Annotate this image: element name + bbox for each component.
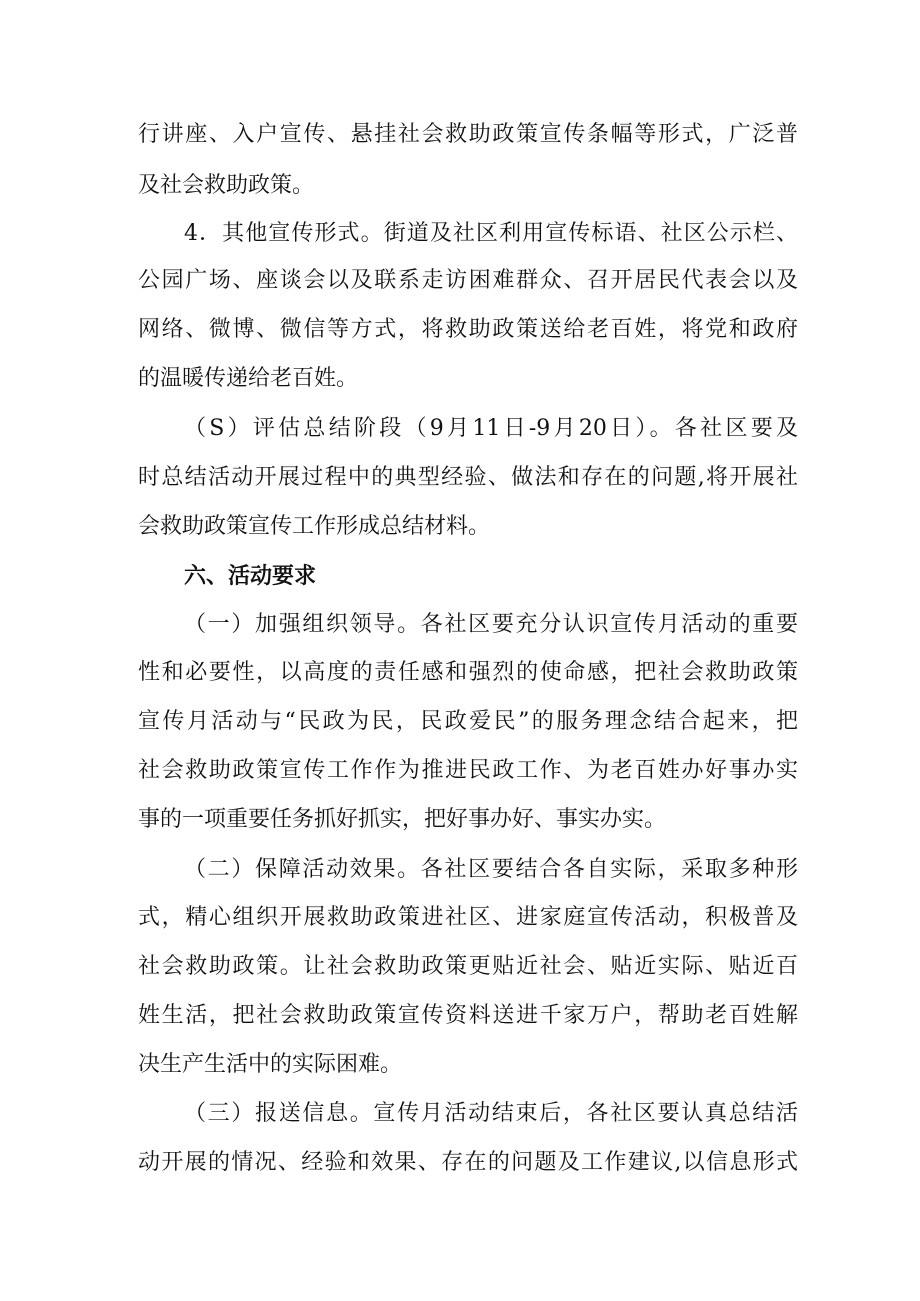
body-text-line: 动开展的情况、经验和效果、存在的问题及工作建议,以信息形式 [138, 1150, 798, 1175]
section-heading: 六、活动要求 [184, 564, 317, 589]
body-text-line: 姓生活，把社会救助政策宣传资料送进千家万户，帮助老百姓解 [138, 1003, 798, 1028]
body-text-line: 决生产生活中的实际困难。 [138, 1052, 403, 1077]
body-text-line: 社会救助政策宣传工作作为推进民政工作、为老百姓办好事办实 [138, 758, 798, 783]
body-text-line: 性和必要性，以高度的责任感和强烈的使命感，把社会救助政策 [138, 660, 798, 685]
body-text-line: 行讲座、入户宣传、悬挂社会救助政策宣传条幅等形式，广泛普 [138, 122, 798, 147]
body-text-line: 时总结活动开展过程中的典型经验、做法和存在的问题,将开展社 [138, 465, 798, 490]
body-text-line: 及社会救助政策。 [138, 173, 315, 198]
body-text-line: 事的一项重要任务抓好抓实，把好事办好、事实办实。 [138, 807, 667, 832]
body-text-line: 公园广场、座谈会以及联系走访困难群众、召开居民代表会以及 [138, 268, 798, 293]
body-text-line: 会救助政策宣传工作形成总结材料。 [138, 514, 491, 539]
paragraph-first-line: （一）加强组织领导。各社区要充分认识宣传月活动的重要 [184, 612, 798, 637]
paragraph-first-line: （S）评估总结阶段（9月11日-9月20日）。各社区要及 [184, 416, 798, 441]
paragraph-first-line: （三）报送信息。宣传月活动结束后，各社区要认真总结活 [184, 1101, 798, 1126]
body-text-line: 网络、微博、微信等方式，将救助政策送给老百姓，将党和政府 [138, 317, 798, 342]
paragraph-first-line: （二）保障活动效果。各社区要结合各自实际，采取多种形 [184, 857, 798, 882]
body-text-line: 宣传月活动与“民政为民，民政爱民”的服务理念结合起来，把 [138, 709, 798, 734]
body-text-line: 社会救助政策。让社会救助政策更贴近社会、贴近实际、贴近百 [138, 954, 798, 979]
paragraph-first-line: 4．其他宣传形式。街道及社区利用宣传标语、社区公示栏、 [184, 221, 798, 246]
body-text-line: 的温暖传递给老百姓。 [138, 366, 359, 391]
body-text-line: 式，精心组织开展救助政策进社区、进家庭宣传活动，积极普及 [138, 905, 798, 930]
